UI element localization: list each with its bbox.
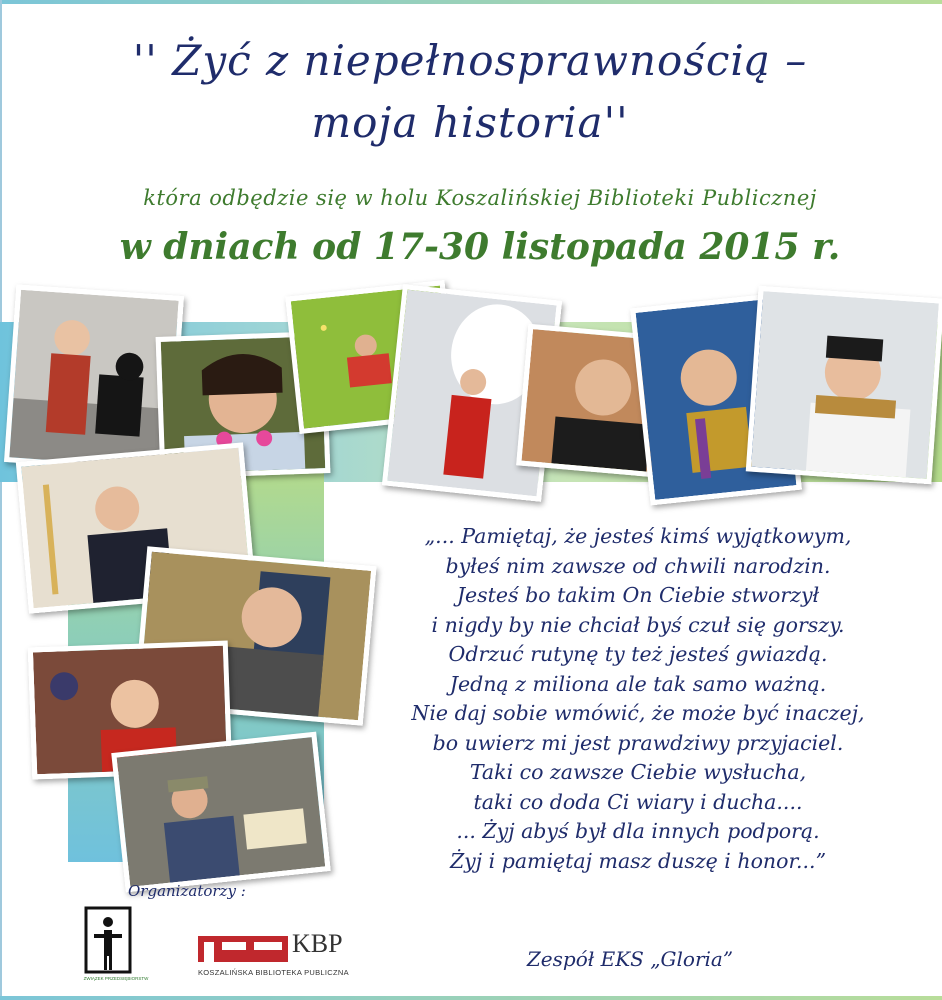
poem-line: Jesteś bo takim On Ciebie stworzył — [456, 583, 820, 607]
organizer-logo-1 — [80, 904, 150, 984]
poem-line: ... Żyj abyś był dla innych podporą. — [456, 819, 820, 843]
poem-line: „... Pamiętaj, że jesteś kimś wyjątkowym, — [424, 524, 852, 548]
poem — [378, 522, 898, 876]
poem-line: Jedną z miliona ale tak samo ważną. — [449, 671, 827, 696]
poem-line: taki co doda Ci wiary i ducha.... — [473, 789, 803, 814]
organizer-logo-kbp-caption: KOSZALIŃSKA BIBLIOTEKA PUBLICZNA — [198, 968, 349, 977]
poem-line: Odrzuć rutynę ty też jesteś gwiazdą. — [448, 642, 828, 666]
photo-man-with-cap — [746, 286, 942, 485]
poem-line: i nigdy by nie chciał byś czuł się gorszy. — [431, 612, 845, 637]
poem-line: Żyj i pamiętaj masz duszę i honor...” — [449, 848, 827, 873]
poem-line: bo uwierz mi jest prawdziwy przyjaciel. — [432, 730, 844, 755]
photo-man-with-hat — [111, 732, 331, 893]
kbp-letters: KBP — [292, 929, 343, 958]
title-line-1: '' Żyć z niepełnosprawnością – — [132, 36, 808, 85]
poem-signature: Zespół EKS „Gloria” — [526, 947, 734, 971]
poster-title — [40, 30, 900, 154]
organizer-logo-1-caption: ZWIĄZEK PRZEDSIĘBIORSTW — [83, 976, 149, 981]
organizers-label: Organizatorzy : — [128, 882, 246, 900]
poem-line: Taki co zawsze Ciebie wysłucha, — [469, 760, 807, 784]
top-border — [0, 0, 942, 4]
bottom-border — [0, 996, 942, 1000]
poem-line: byłeś nim zawsze od chwili narodzin. — [445, 553, 831, 578]
title-line-2: moja historia'' — [311, 98, 629, 147]
left-border — [0, 0, 2, 1000]
event-dates: w dniach od 17-30 listopada 2015 r. — [119, 226, 841, 268]
venue-subtitle: która odbędzie się w holu Koszalińskiej Biblioteki Publicznej — [143, 186, 817, 210]
poem-line: Nie daj sobie wmówić, że może być inaczej, — [411, 701, 865, 725]
